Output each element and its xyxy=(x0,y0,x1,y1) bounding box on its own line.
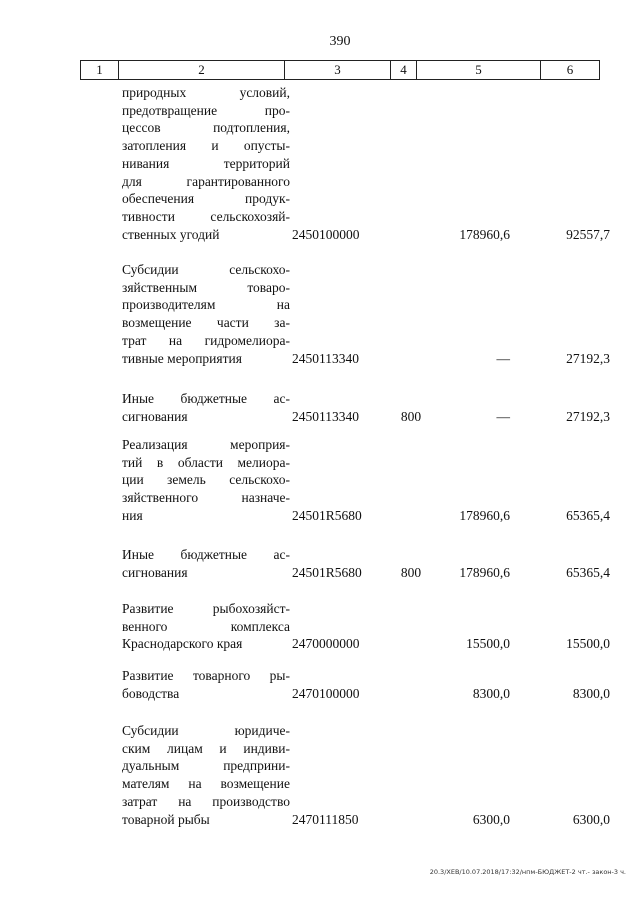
row-code: 2450113340 xyxy=(292,408,359,424)
table-row xyxy=(0,546,640,581)
description-line: тивные мероприятия xyxy=(122,350,242,366)
column-header-3: 3 xyxy=(285,61,391,79)
row-description xyxy=(122,667,290,702)
description-line: Иные бюджетные ас- xyxy=(122,547,290,562)
description-line: ским лицам и индиви- xyxy=(122,740,290,756)
column-header-5: 5 xyxy=(417,61,541,79)
row-description xyxy=(122,436,290,525)
description-line: для гарантированного xyxy=(122,173,290,189)
row-value-col5: 8300,0 xyxy=(472,685,510,701)
table-row xyxy=(0,436,640,525)
row-value-col6: 15500,0 xyxy=(566,636,610,652)
description-line: сигнования xyxy=(122,564,188,580)
description-line: тий в области мелиора- xyxy=(122,454,290,470)
row-description xyxy=(122,261,290,367)
row-value-col5: — xyxy=(496,350,510,366)
column-header-row xyxy=(80,60,600,80)
row-code: 2470100000 xyxy=(292,685,360,701)
description-line: ственных угодий xyxy=(122,226,220,242)
page-number: 390 xyxy=(329,34,351,49)
table-row xyxy=(0,667,640,702)
description-line: ния xyxy=(122,507,143,523)
description-line: Субсидии сельскохо- xyxy=(122,262,290,277)
table-row xyxy=(0,600,640,653)
description-line: Иные бюджетные ас- xyxy=(122,391,290,406)
row-code: 2450100000 xyxy=(292,226,360,242)
description-line: затопления и опусты- xyxy=(122,138,290,154)
description-line: Реализация мероприя- xyxy=(122,437,290,452)
row-code: 24501R5680 xyxy=(292,507,362,523)
row-description xyxy=(122,84,290,243)
row-description xyxy=(122,546,290,581)
description-line: Развитие рыбохозяйст- xyxy=(122,601,290,616)
row-value-col6: 92557,7 xyxy=(566,226,610,242)
row-value-col5: — xyxy=(496,408,510,424)
description-line: Краснодарского края xyxy=(122,636,243,652)
row-code: 2470000000 xyxy=(292,636,360,652)
row-description xyxy=(122,600,290,653)
row-value-col5: 178960,6 xyxy=(459,564,510,580)
row-value-col5: 15500,0 xyxy=(466,636,510,652)
column-header-6: 6 xyxy=(566,62,574,77)
description-line: производителям на xyxy=(122,297,290,313)
description-line: зяйственного назначе- xyxy=(122,490,290,506)
description-line: венного комплекса xyxy=(122,618,290,634)
description-line: тивности сельскохозяй- xyxy=(122,208,290,224)
row-code: 2450113340 xyxy=(292,350,359,366)
description-line: мателям на возмещение xyxy=(122,776,290,792)
row-code: 24501R5680 xyxy=(292,564,362,580)
row-value-col6: 6300,0 xyxy=(572,811,610,827)
description-line: предотвращение про- xyxy=(122,102,290,118)
description-line: возмещение части за- xyxy=(122,315,290,331)
table-row xyxy=(0,722,640,828)
column-header-4: 4 xyxy=(391,61,417,79)
description-line: ции земель сельскохо- xyxy=(122,472,290,488)
row-description xyxy=(122,722,290,828)
table-row xyxy=(0,261,640,367)
row-expense-type: 800 xyxy=(400,408,422,424)
row-value-col5: 6300,0 xyxy=(472,811,510,827)
row-value-col5: 178960,6 xyxy=(459,226,510,242)
column-header-1: 1 xyxy=(81,61,119,79)
row-value-col6: 8300,0 xyxy=(572,685,610,701)
description-line: Субсидии юридиче- xyxy=(122,723,290,738)
footer-note: 20.3/XЕВ/10.07.2018/17:32/нпм-БЮДЖЕТ-2 чт.- закон-3 ч. xyxy=(429,868,626,876)
description-line: затрат на производство xyxy=(122,793,290,809)
description-line: боводства xyxy=(122,685,180,701)
row-value-col5: 178960,6 xyxy=(459,507,510,523)
row-value-col6: 27192,3 xyxy=(566,350,610,366)
description-line: Развитие товарного ры- xyxy=(122,668,290,683)
description-line: товарной рыбы xyxy=(122,811,210,827)
description-line: дуальным предприни- xyxy=(122,758,290,774)
description-line: зяйственным товаро- xyxy=(122,279,290,295)
table-row xyxy=(0,84,640,243)
table-row xyxy=(0,390,640,425)
row-value-col6: 27192,3 xyxy=(566,408,610,424)
row-expense-type: 800 xyxy=(400,564,422,580)
description-line: сигнования xyxy=(122,408,188,424)
column-header-2: 2 xyxy=(119,61,285,79)
row-value-col6: 65365,4 xyxy=(566,564,610,580)
description-line: обеспечения продук- xyxy=(122,191,290,207)
description-line: природных условий, xyxy=(122,85,290,100)
row-description xyxy=(122,390,290,425)
row-value-col6: 65365,4 xyxy=(566,507,610,523)
description-line: нивания территорий xyxy=(122,155,290,171)
row-code: 2470111850 xyxy=(292,811,359,827)
description-line: цессов подтопления, xyxy=(122,120,290,136)
description-line: трат на гидромелиора- xyxy=(122,332,290,348)
